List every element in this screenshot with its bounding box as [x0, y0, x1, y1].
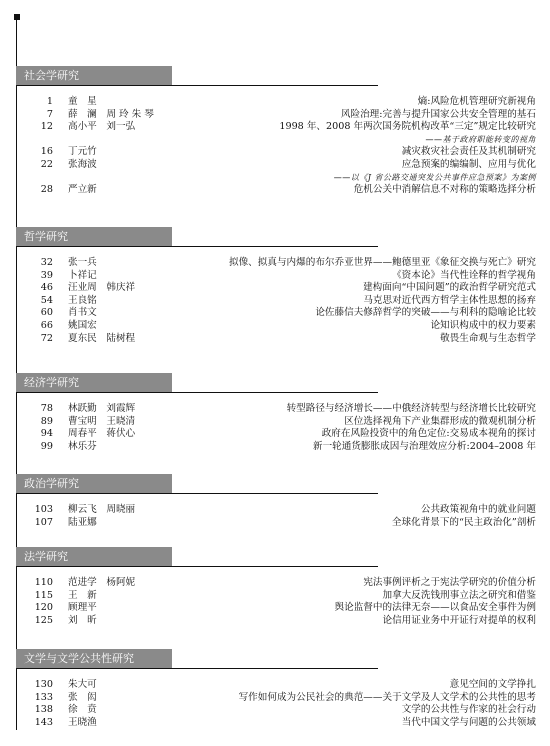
page-number: 46 — [40, 282, 53, 294]
entry-title: 敬畏生命观与生态哲学 — [440, 332, 536, 344]
entry-title: 减灾救灾社会责任及其机制研究 — [401, 146, 536, 158]
page-number: 78 — [40, 403, 53, 414]
section-underline — [16, 392, 378, 393]
entry-list — [16, 96, 550, 197]
page-number: 60 — [40, 307, 53, 319]
section-header — [16, 649, 550, 669]
entry-authors: 姚国宏 — [68, 319, 97, 331]
toc-entry[interactable] — [16, 295, 550, 308]
section-title: 经济学研究 — [16, 373, 172, 392]
page-number: 94 — [40, 428, 53, 440]
section-underline — [16, 493, 378, 494]
entry-title: 风险治理:完善与提升国家公共安全管理的基石 — [340, 108, 536, 120]
entry-title: 加拿大反洗钱刑事立法之研究和借鉴 — [382, 589, 536, 601]
entry-authors: 顾理平 — [68, 602, 97, 614]
entry-subtitle-row — [16, 134, 550, 147]
entry-authors: 刘 昕 — [68, 614, 97, 626]
toc-entry[interactable] — [16, 679, 550, 692]
page-number: 12 — [40, 121, 53, 133]
entry-authors: 汪业周 韩庆祥 — [68, 282, 136, 294]
toc-entry[interactable] — [16, 717, 550, 730]
toc-section — [16, 474, 550, 529]
entry-authors: 严立新 — [68, 184, 97, 196]
entry-title: 意见空间的文学挣扎 — [449, 679, 536, 690]
toc-entry[interactable] — [16, 602, 550, 615]
page-number: 22 — [40, 158, 53, 170]
page-number: 110 — [34, 577, 53, 588]
entry-authors: 陆亚娜 — [68, 516, 97, 528]
toc-entry[interactable] — [16, 121, 550, 134]
section-title: 文学与文学公共性研究 — [16, 649, 172, 668]
toc-entry[interactable] — [16, 692, 550, 705]
toc-entry[interactable] — [16, 146, 550, 159]
entry-authors: 徐 贲 — [68, 704, 97, 716]
entry-title: 区位选择视角下产业集群形成的微观机制分析 — [344, 415, 536, 427]
toc-entry[interactable] — [16, 159, 550, 172]
toc-entry[interactable] — [16, 441, 550, 454]
page-number: 32 — [40, 257, 53, 268]
toc-entry[interactable] — [16, 184, 550, 197]
entry-subtitle-row — [16, 172, 550, 185]
section-underline — [16, 566, 378, 567]
toc-entry[interactable] — [16, 704, 550, 717]
section-title: 社会学研究 — [16, 66, 172, 85]
section-header — [16, 474, 550, 494]
toc-entry[interactable] — [16, 428, 550, 441]
entry-authors: 童 星 — [68, 96, 97, 107]
toc-entry[interactable] — [16, 257, 550, 270]
page-number: 54 — [40, 294, 53, 306]
entry-title: 拟像、拟真与内爆的布尔乔亚世界——鲍德里亚《象征交换与死亡》研究 — [229, 257, 536, 268]
page-number: 138 — [34, 704, 53, 716]
section-header — [16, 66, 550, 86]
page-number: 89 — [40, 415, 53, 427]
section-header — [16, 227, 550, 247]
entry-title: 《资本论》当代性诠释的哲学视角 — [392, 269, 536, 281]
toc-entry[interactable] — [16, 282, 550, 295]
entry-title: 马克思对近代西方哲学主体性思想的扬弃 — [363, 294, 536, 306]
page-number: 39 — [40, 269, 53, 281]
entry-list — [16, 257, 550, 345]
entry-title: 文学的公共性与作家的社会行动 — [401, 704, 536, 716]
page-number: 99 — [40, 440, 53, 452]
entry-authors: 王 新 — [68, 589, 97, 601]
toc-entry[interactable] — [16, 96, 550, 109]
corner-marker — [14, 14, 20, 20]
entry-title: 论信用证业务中开证行对提单的权利 — [382, 614, 536, 626]
entry-authors: 卜祥记 — [68, 269, 97, 281]
toc-entry[interactable] — [16, 416, 550, 429]
page-number: 125 — [34, 614, 53, 626]
page-number: 28 — [40, 184, 53, 196]
page-number: 16 — [40, 146, 53, 158]
entry-authors: 张 闳 — [68, 691, 97, 703]
entry-list — [16, 504, 550, 529]
toc-section — [16, 373, 550, 453]
entry-title: 熵:风险危机管理研究新视角 — [417, 96, 536, 107]
section-title: 哲学研究 — [16, 227, 172, 246]
entry-authors: 王良铭 — [68, 294, 97, 306]
page-number: 72 — [40, 332, 53, 344]
toc-section — [16, 649, 550, 729]
page-number: 7 — [46, 108, 53, 120]
entry-subtitle: ——基于政府职能转变的视角 — [425, 134, 536, 144]
toc-entry[interactable] — [16, 590, 550, 603]
page-number: 130 — [34, 679, 53, 690]
toc-entry[interactable] — [16, 333, 550, 346]
entry-authors: 周春平 蒋伏心 — [68, 428, 136, 440]
toc-entry[interactable] — [16, 307, 550, 320]
entry-list — [16, 403, 550, 453]
toc-entry[interactable] — [16, 109, 550, 122]
entry-list — [16, 679, 550, 729]
entry-title: 建构面向“中国问题”的政治哲学研究范式 — [363, 282, 536, 294]
entry-authors: 范进学 杨阿妮 — [68, 577, 136, 588]
toc-entry[interactable] — [16, 577, 550, 590]
section-underline — [16, 246, 378, 247]
page-number: 143 — [34, 716, 53, 728]
section-header — [16, 373, 550, 393]
page-number: 133 — [34, 691, 53, 703]
entry-title: 当代中国文学与问题的公共领域 — [401, 716, 536, 728]
entry-authors: 薛 澜 周 玲 朱 琴 — [68, 108, 154, 120]
page-number: 120 — [34, 602, 53, 614]
toc-entry[interactable] — [16, 403, 550, 416]
entry-title: 新一轮通货膨胀成因与治理效应分析:2004–2008 年 — [312, 440, 536, 452]
entry-title: 全球化背景下的“民主政治化”剖析 — [391, 516, 536, 528]
entry-title: 应急预案的编编制、应用与优化 — [401, 158, 536, 170]
entry-authors: 肖书文 — [68, 307, 97, 319]
entry-title: 写作如何成为公民社会的典范——关于文学及人文学术的公共性的思考 — [238, 691, 536, 703]
entry-title: 1998 年、2008 年两次国务院机构改革“三定”规定比较研究 — [279, 121, 536, 133]
entry-title: 政府在风险投资中的角色定位:交易成本视角的探讨 — [321, 428, 536, 440]
entry-authors: 林乐芬 — [68, 440, 97, 452]
toc-entry[interactable] — [16, 504, 550, 517]
page-number: 1 — [46, 96, 53, 107]
toc-entry[interactable] — [16, 517, 550, 530]
entry-authors: 柳云飞 周晓丽 — [68, 504, 136, 515]
entry-authors: 张一兵 — [68, 257, 97, 268]
entry-title: 转型路径与经济增长——中俄经济转型与经济增长比较研究 — [286, 403, 536, 414]
section-header — [16, 547, 550, 567]
page-number: 115 — [34, 589, 53, 601]
entry-subtitle: ——以《J 省公路交通突发公共事件应急预案》为案例 — [333, 172, 536, 182]
toc-section — [16, 227, 550, 345]
entry-authors: 王晓渔 — [68, 716, 97, 728]
entry-title: 公共政策视角中的就业问题 — [420, 504, 536, 515]
section-title: 政治学研究 — [16, 474, 172, 493]
toc-entry[interactable] — [16, 615, 550, 628]
entry-authors: 朱大可 — [68, 679, 97, 690]
toc-section — [16, 547, 550, 627]
section-underline — [16, 668, 378, 669]
entry-authors: 高小平 刘一弘 — [68, 121, 136, 133]
entry-authors: 夏东民 陆树程 — [68, 332, 136, 344]
entry-title: 宪法事例评析之于宪法学研究的价值分析 — [363, 577, 536, 588]
entry-authors: 张海波 — [68, 158, 97, 170]
toc-entry[interactable] — [16, 320, 550, 333]
entry-title: 论佐藤信夫修辞哲学的突破——与利科的隐喻论比较 — [315, 307, 536, 319]
page-number: 103 — [34, 504, 53, 515]
entry-title: 舆论监督中的法律无奈——以食品安全事件为例 — [334, 602, 536, 614]
entry-title: 危机公关中消解信息不对称的策略选择分析 — [353, 184, 536, 196]
section-title: 法学研究 — [16, 547, 172, 566]
entry-authors: 林跃勤 刘霞辉 — [68, 403, 136, 414]
page-number: 107 — [34, 516, 53, 528]
page-number: 66 — [40, 319, 53, 331]
entry-authors: 曹宝明 王晓清 — [68, 415, 136, 427]
entry-title: 论知识构成中的权力要素 — [430, 319, 536, 331]
toc-entry[interactable] — [16, 270, 550, 283]
entry-list — [16, 577, 550, 627]
entry-authors: 丁元竹 — [68, 146, 97, 158]
section-underline — [16, 85, 378, 86]
toc-section — [16, 66, 550, 197]
